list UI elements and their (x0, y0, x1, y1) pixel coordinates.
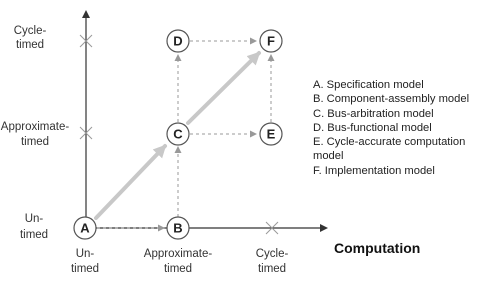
y-level-cycle-timed-line1: Cycle- (13, 25, 47, 37)
legend-item-d: D. Bus-functional model (313, 121, 432, 134)
legend-item-f: F. Implementation model (313, 164, 435, 177)
x-level-untimed-line1: Un- (75, 248, 95, 260)
x-level-cycle-timed-line1: Cycle- (255, 248, 289, 260)
y-level-approximate-timed-line1: Approximate- (0, 121, 70, 133)
legend-item-e: E. Cycle-accurate computation model (313, 136, 466, 163)
x-axis-title: Computation (334, 240, 421, 256)
node-d (167, 30, 189, 52)
node-f (260, 30, 282, 52)
node-a-label: A (80, 220, 90, 236)
x-level-approximate-timed-line2: timed (163, 263, 193, 275)
y-level-cycle-timed-line2: timed (15, 39, 45, 51)
main-arrow-c-f (188, 53, 259, 123)
node-b (167, 217, 189, 239)
model-legend (313, 78, 479, 178)
node-b-label: B (173, 220, 183, 236)
y-level-untimed-line1: Un- (24, 213, 44, 225)
node-f-label: F (267, 33, 275, 49)
node-d-label: D (173, 33, 183, 49)
node-e-label: E (266, 126, 276, 142)
legend-item-b: B. Component-assembly model (313, 93, 470, 106)
node-e (260, 123, 282, 145)
legend-item-c: C. Bus-arbitration model (313, 107, 434, 120)
node-c (167, 123, 189, 145)
y-level-untimed-line2: timed (19, 229, 49, 241)
y-level-approximate-timed-line2: timed (20, 136, 50, 148)
x-level-approximate-timed-line1: Approximate- (143, 248, 213, 260)
main-arrow-a-c (96, 146, 165, 218)
node-c-label: C (173, 126, 183, 142)
legend-item-a: A. Specification model (313, 79, 424, 91)
x-level-cycle-timed-line2: timed (257, 263, 287, 275)
node-a (74, 217, 96, 239)
x-level-untimed-line2: timed (70, 263, 100, 275)
